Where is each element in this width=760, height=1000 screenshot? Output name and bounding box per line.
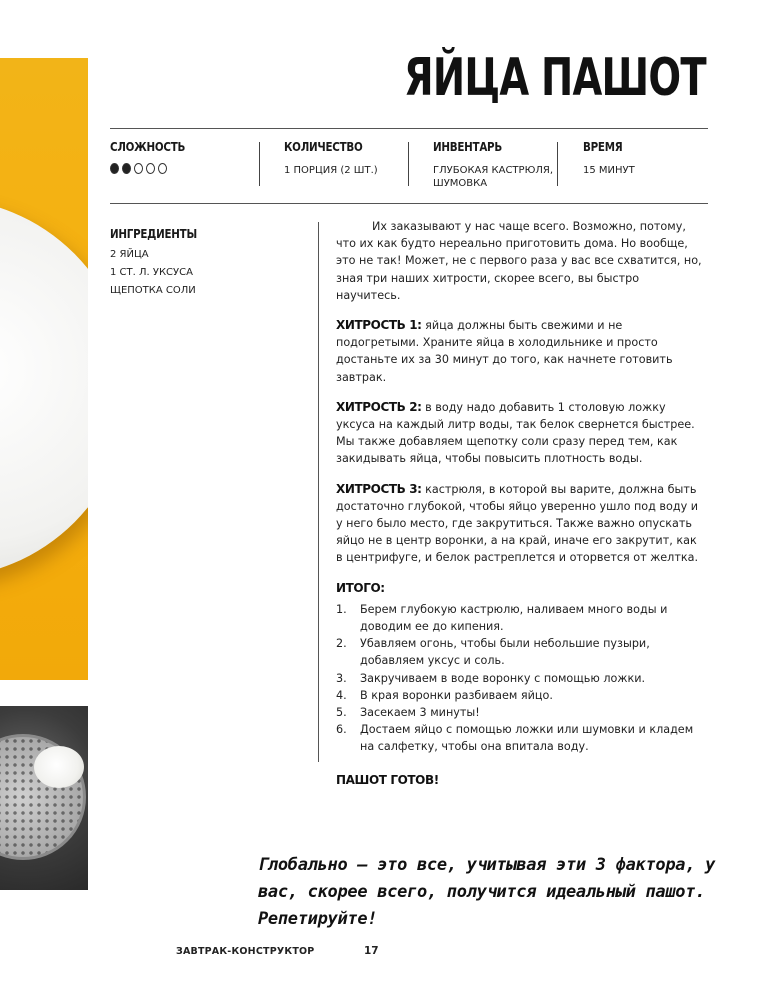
step-item	[336, 635, 706, 669]
column-divider	[318, 222, 319, 762]
info-separator	[557, 142, 558, 186]
page-number: 17	[364, 945, 379, 957]
info-separator	[408, 142, 409, 186]
done-label: ПАШОТ ГОТОВ!	[336, 772, 439, 787]
step-text: В края воронки разбиваем яйцо.	[360, 688, 553, 702]
step-item	[336, 704, 706, 721]
difficulty-dot-empty	[134, 163, 143, 174]
tip-label: ХИТРОСТЬ 3:	[336, 481, 422, 496]
step-number: 3.	[336, 671, 347, 685]
step-text: Берем глубокую кастрюлю, наливаем много воды и доводим ее до кипения.	[360, 602, 668, 634]
info-separator	[259, 142, 260, 186]
step-text: Закручиваем в воде воронку с помощью ложки.	[360, 671, 646, 685]
tip-paragraph	[336, 399, 706, 468]
difficulty-rating	[110, 163, 250, 174]
divider-middle	[110, 203, 708, 204]
info-difficulty	[110, 140, 250, 194]
equipment-label: ИНВЕНТАРЬ	[433, 140, 502, 154]
handwritten-note: Глобально — это все, учитывая эти 3 фактора, у вас, скорее всего, получится идеальный пашот. Репетируйте!	[258, 855, 716, 929]
step-item	[336, 721, 706, 755]
difficulty-dot-filled	[122, 163, 131, 174]
recipe-body	[336, 218, 706, 789]
ingredient-item: ЩЕПОТКА СОЛИ	[110, 285, 196, 296]
steps-list	[336, 601, 706, 756]
ingredients-list	[110, 246, 300, 300]
photo-pot-skimmer	[0, 706, 88, 890]
quantity-value: 1 ПОРЦИЯ (2 ШТ.)	[284, 165, 378, 176]
time-label: ВРЕМЯ	[583, 140, 623, 154]
tip-text: кастрюля, в которой вы варите, должна быть достаточно глубокой, чтобы яйцо уверенно ушло под воду и у него было место, где закрутиться. Также важно опускать яйцо не в центр воронки, а на край, иначе его закрутит, как в центрифуге, и белок растреплется и оторвется от желтка.	[336, 482, 699, 565]
difficulty-dot-empty	[158, 163, 167, 174]
tip-label: ХИТРОСТЬ 1:	[336, 318, 422, 333]
tip-paragraph	[336, 317, 706, 386]
tip-text: в воду надо добавить 1 столовую ложку уксуса на каждый литр воды, так белок свернется быстрее. Мы также добавляем щепотку соли сразу перед тем, как закидывать яйца, чтобы повысить плотность воды.	[336, 400, 695, 466]
step-text: Убавляем огонь, чтобы были небольшие пузыри, добавляем уксус и соль.	[360, 637, 650, 668]
step-text: Достаем яйцо с помощью ложки или шумовки и кладем на салфетку, чтобы она впитала воду.	[360, 723, 694, 754]
ingredient-item: 1 СТ. Л. УКСУСА	[110, 267, 193, 278]
step-number: 4.	[336, 688, 347, 702]
step-number: 1.	[336, 602, 347, 616]
ingredient-item: 2 ЯЙЦА	[110, 249, 149, 260]
step-text: Засекаем 3 минуты!	[360, 706, 480, 720]
poached-egg-image	[34, 746, 84, 788]
step-item	[336, 687, 706, 704]
plate-image	[0, 198, 88, 578]
step-number: 5.	[336, 706, 347, 720]
footer-section-title: ЗАВТРАК-КОНСТРУКТОР	[176, 946, 315, 957]
info-equipment	[433, 140, 553, 194]
step-number: 2.	[336, 637, 347, 651]
ingredients-heading: ИНГРЕДИЕНТЫ	[110, 227, 197, 241]
tip-text: яйца должны быть свежими и не подогретыми. Храните яйца в холодильнике и просто достаньте их за 30 минут до того, как начнете готовить завтрак.	[336, 319, 673, 384]
step-item	[336, 601, 706, 635]
ingredients-block	[110, 227, 300, 300]
step-number: 6.	[336, 723, 347, 737]
tip-label: ХИТРОСТЬ 2:	[336, 399, 422, 414]
tip-paragraph	[336, 481, 706, 567]
equipment-value: ГЛУБОКАЯ КАСТРЮЛЯ, ШУМОВКА	[433, 165, 554, 189]
intro-paragraph: Их заказывают у нас чаще всего. Возможно, потому, что их как будто нереально приготовить дома. Но вообще, это не так! Может, не с первого раза у вас все схватится, но, зная три наших хитрости, скорее всего, вы быстро научитесь.	[336, 220, 702, 302]
time-value: 15 МИНУТ	[583, 165, 635, 176]
summary-heading: ИТОГО:	[336, 580, 385, 595]
info-quantity	[284, 140, 404, 194]
quantity-label: КОЛИЧЕСТВО	[284, 140, 363, 154]
difficulty-dot-filled	[110, 163, 119, 174]
divider-top	[110, 128, 708, 129]
recipe-title: ЯЙЦА ПАШОТ	[404, 48, 706, 108]
step-item	[336, 670, 706, 687]
difficulty-dot-empty	[146, 163, 155, 174]
photo-yellow-plate	[0, 58, 88, 680]
info-time	[583, 140, 703, 194]
difficulty-label: СЛОЖНОСТЬ	[110, 140, 186, 154]
